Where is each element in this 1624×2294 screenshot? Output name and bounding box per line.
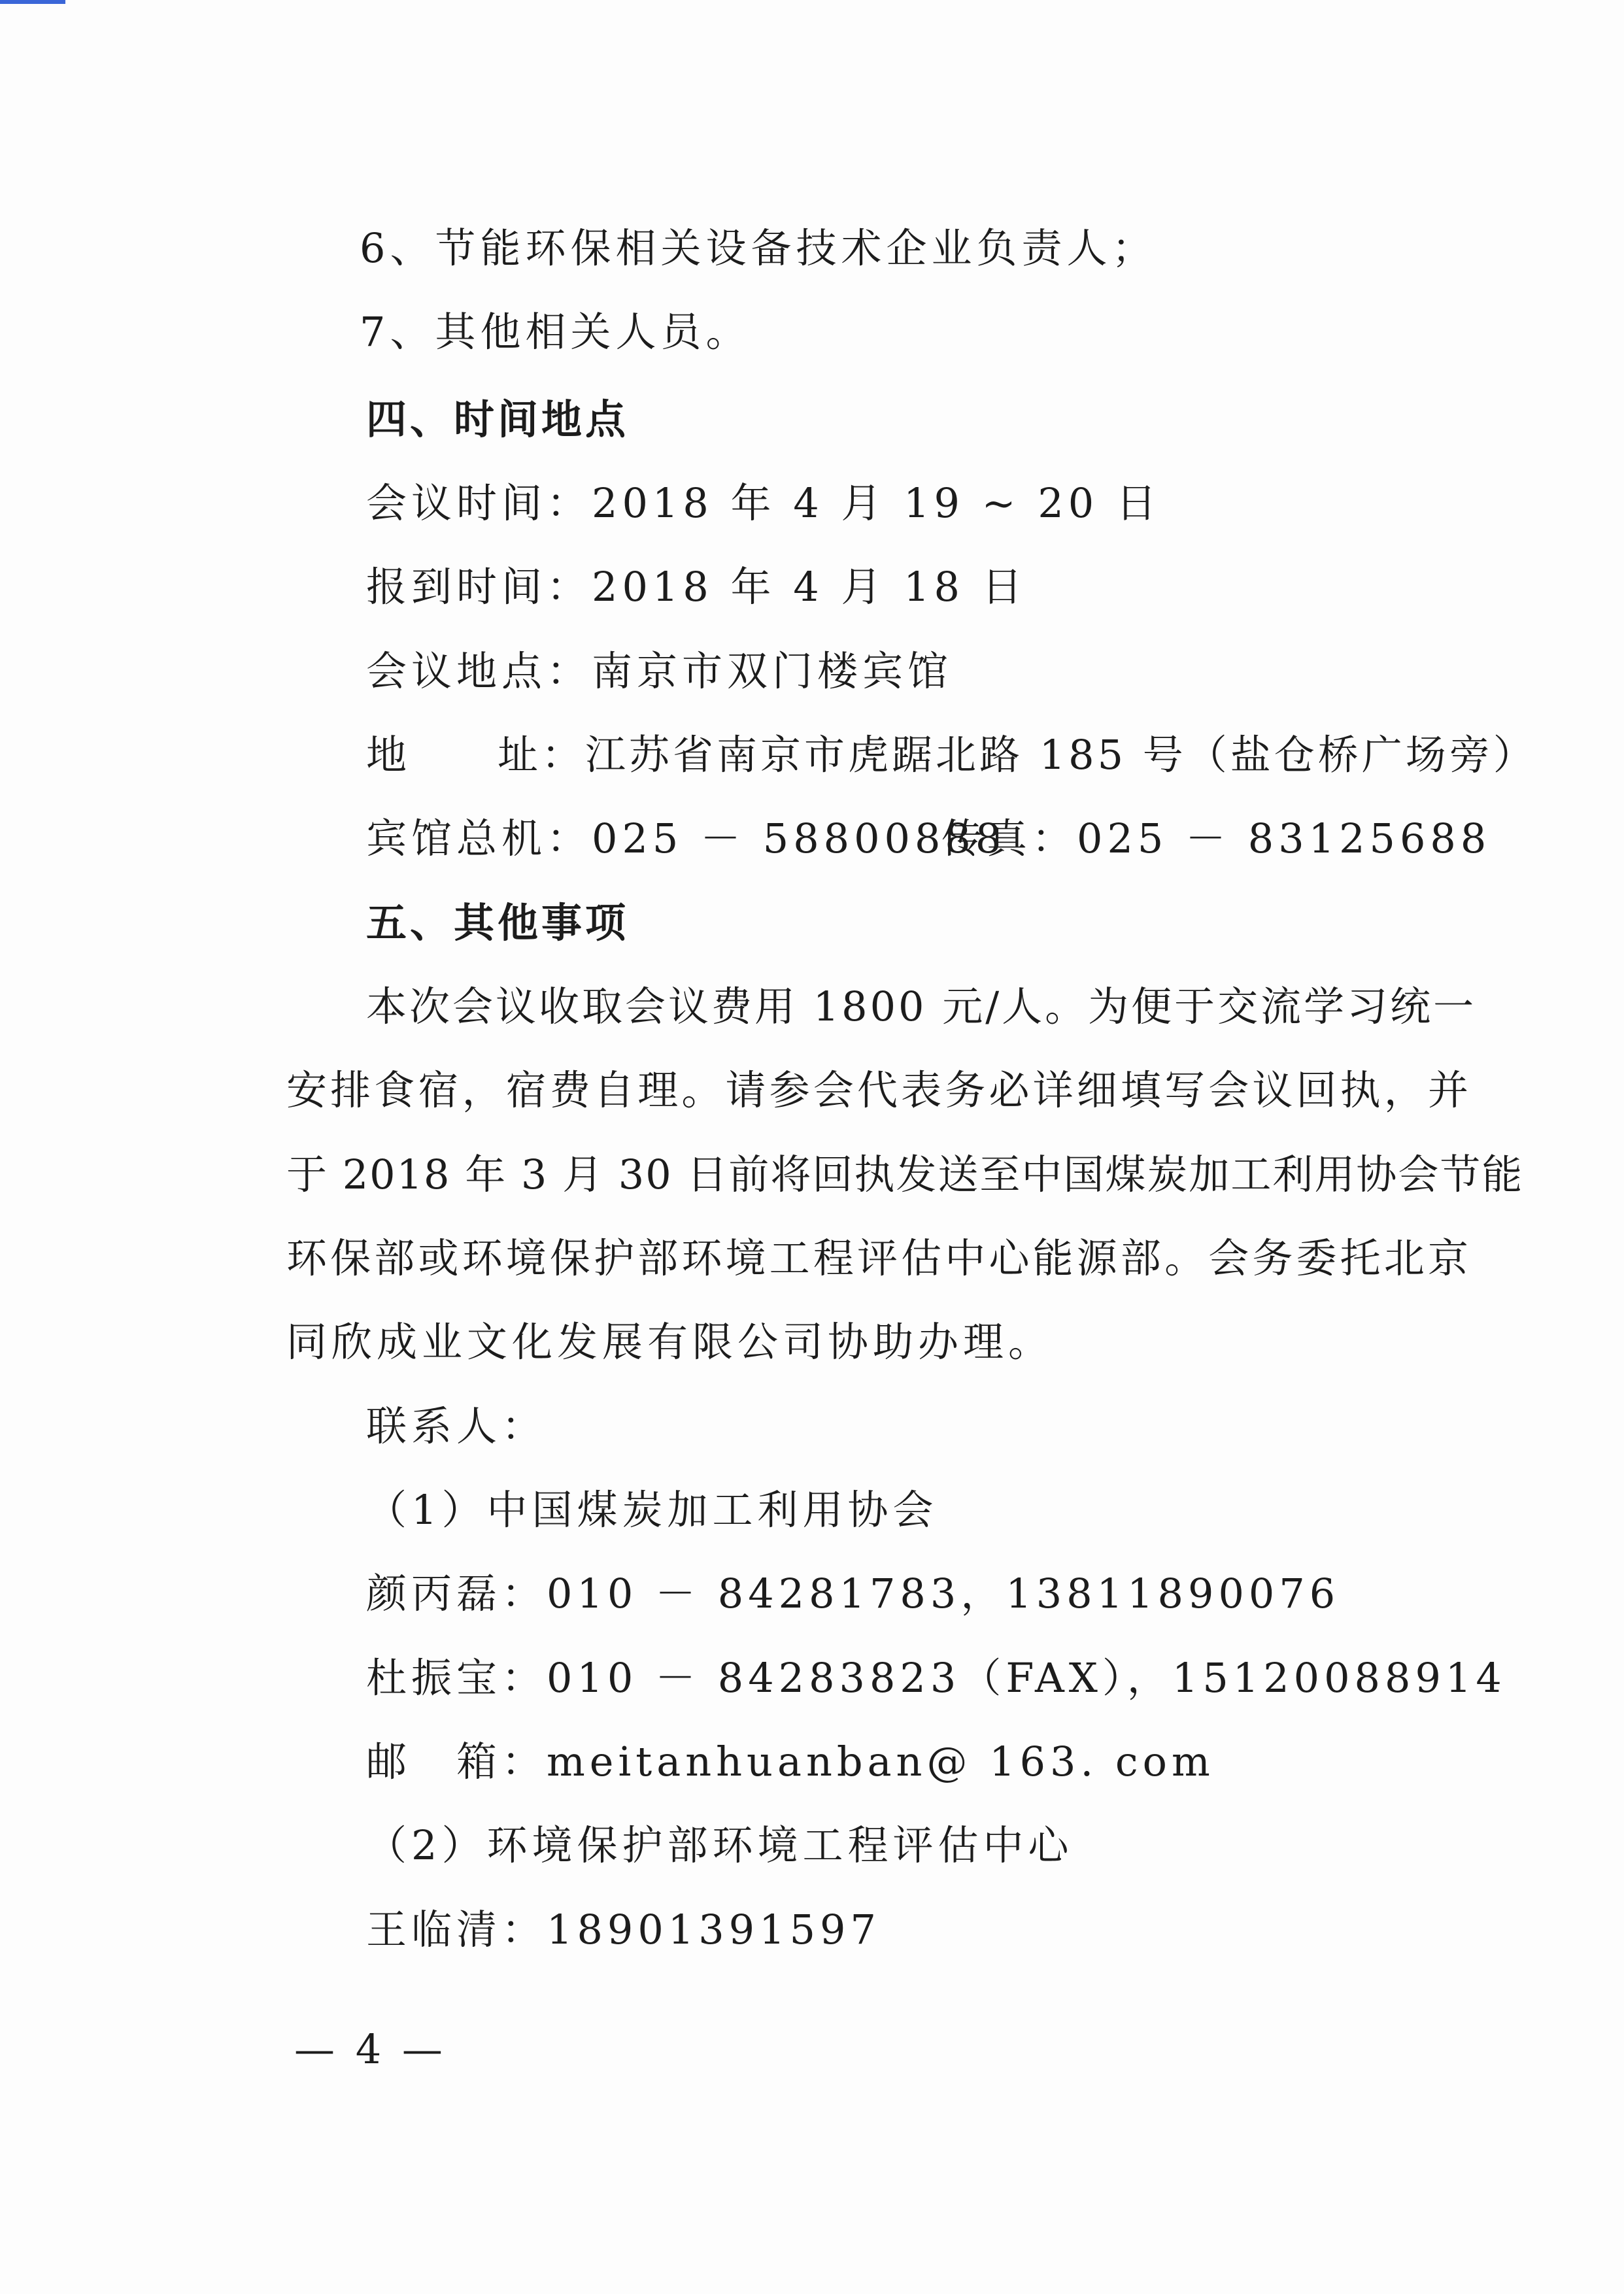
hotel-fax: 传真：025 － 83125688: [941, 815, 1491, 862]
meeting-place: 会议地点：南京市双门楼宾馆: [366, 647, 953, 695]
paragraph-line-2: 安排食宿，宿费自理。请参会代表务必详细填写会议回执，并: [286, 1066, 1471, 1114]
checkin-time: 报到时间：2018 年 4 月 18 日: [366, 563, 1027, 611]
hotel-phone: 宾馆总机：025 － 58800888: [366, 815, 1006, 862]
paragraph-line-3: 于 2018 年 3 月 30 日前将回执发送至中国煤炭加工利用协会节能: [286, 1151, 1524, 1198]
contact-yan: 颜丙磊：010 － 84281783，13811890076: [366, 1570, 1340, 1617]
section-heading-time-place: 四、时间地点: [366, 396, 630, 443]
corner-mark: [0, 0, 65, 4]
contact-email: 邮 箱：meitanhuanban@ 163. com: [366, 1738, 1215, 1785]
paragraph-line-5: 同欣成业文化发展有限公司协助办理。: [286, 1318, 1054, 1366]
contacts-label: 联系人：: [366, 1402, 547, 1450]
list-item-7: 7、其他相关人员。: [360, 308, 751, 356]
contact-du: 杜振宝：010 － 84283823（FAX），15120088914: [366, 1654, 1506, 1702]
paragraph-line-1: 本次会议收取会议费用 1800 元/人。为便于交流学习统一: [366, 983, 1477, 1030]
page-number: — 4 —: [294, 2025, 447, 2073]
meeting-address: 地 址：江苏省南京市虎踞北路 185 号（盐仓桥广场旁）: [366, 731, 1537, 779]
section-heading-other-matters: 五、其他事项: [366, 899, 630, 947]
contact-wang: 王临清：18901391597: [366, 1906, 881, 1953]
paragraph-line-4: 环保部或环境保护部环境工程评估中心能源部。会务委托北京: [286, 1234, 1471, 1282]
list-item-6: 6、节能环保相关设备技术企业负责人；: [360, 224, 1157, 272]
contact-org-1: （1）中国煤炭加工利用协会: [366, 1486, 938, 1534]
contact-org-2: （2）环境保护部环境工程评估中心: [366, 1821, 1074, 1869]
meeting-time: 会议时间：2018 年 4 月 19 ~ 20 日: [366, 479, 1161, 527]
